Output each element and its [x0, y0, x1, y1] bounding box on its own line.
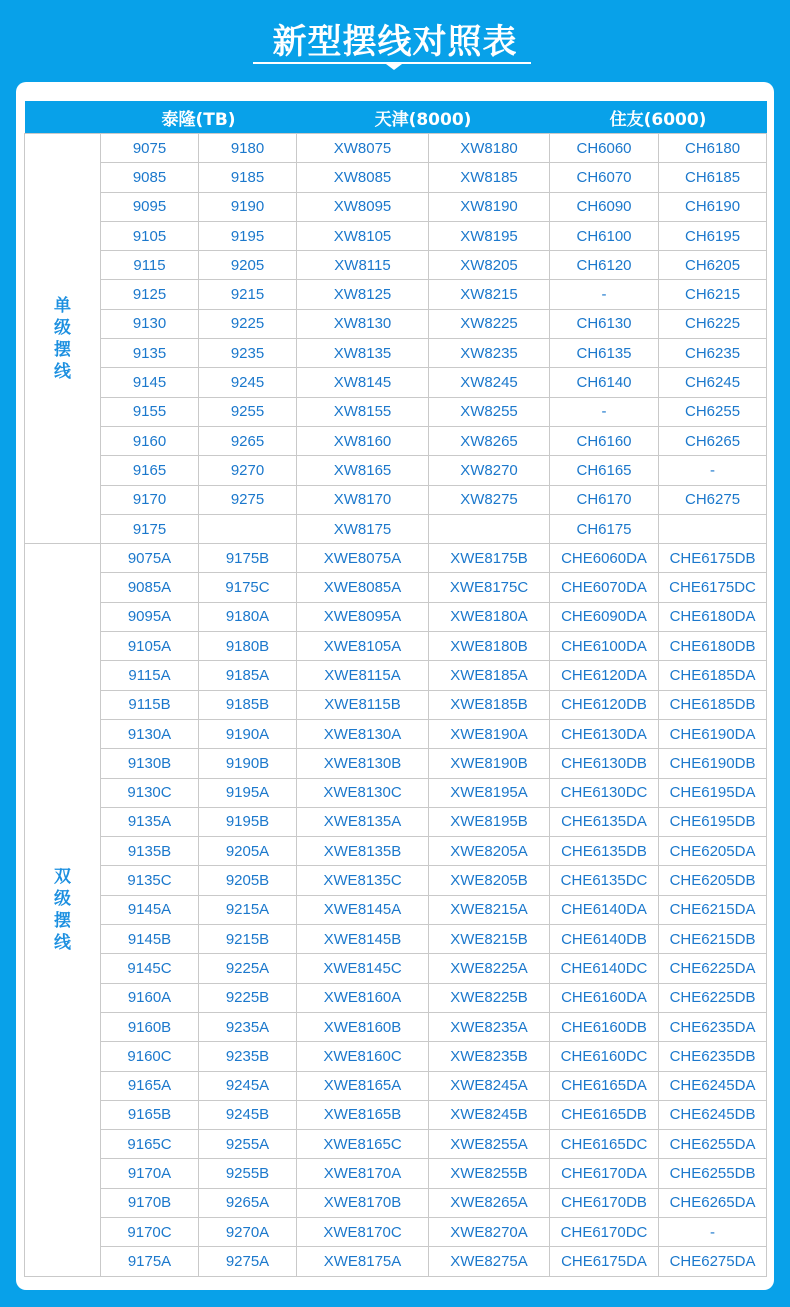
table-cell: CHE6235DB	[659, 1042, 767, 1071]
table-row	[25, 397, 767, 426]
table-row	[25, 866, 767, 895]
table-cell: 9180A	[199, 602, 297, 631]
table-cell: XWE8235B	[429, 1042, 550, 1071]
table-cell: CHE6245DA	[659, 1071, 767, 1100]
table-cell: XW8165	[297, 456, 429, 485]
table-cell: 9175C	[199, 573, 297, 602]
table-cell: -	[659, 1217, 767, 1246]
table-cell: CHE6205DB	[659, 866, 767, 895]
table-cell: XW8095	[297, 192, 429, 221]
table-row	[25, 544, 767, 573]
table-cell: CHE6135DC	[550, 866, 659, 895]
table-row	[25, 895, 767, 924]
table-cell: XW8125	[297, 280, 429, 309]
table-cell: CHE6215DB	[659, 925, 767, 954]
table-row	[25, 309, 767, 338]
table-cell: 9235B	[199, 1042, 297, 1071]
table-row	[25, 426, 767, 455]
table-cell: CHE6275DA	[659, 1247, 767, 1276]
table-cell: XWE8185B	[429, 690, 550, 719]
table-cell: 9235A	[199, 1012, 297, 1041]
table-cell: CH6275	[659, 485, 767, 514]
table-row	[25, 163, 767, 192]
table-cell: XWE8160A	[297, 983, 429, 1012]
table-row	[25, 456, 767, 485]
table-cell: CHE6225DB	[659, 983, 767, 1012]
table-cell: CHE6245DB	[659, 1100, 767, 1129]
table-cell: XWE8160C	[297, 1042, 429, 1071]
table-cell: 9215	[199, 280, 297, 309]
table-cell: CHE6120DB	[550, 690, 659, 719]
table-cell: CH6170	[550, 485, 659, 514]
table-cell: CH6130	[550, 309, 659, 338]
table-cell: 9115	[101, 251, 199, 280]
table-cell: XWE8195B	[429, 807, 550, 836]
table-cell: CHE6090DA	[550, 602, 659, 631]
table-cell: CH6070	[550, 163, 659, 192]
table-cell: XW8265	[429, 426, 550, 455]
table-cell: XWE8225A	[429, 954, 550, 983]
table-cell: CHE6235DA	[659, 1012, 767, 1041]
table-cell: 9115B	[101, 690, 199, 719]
table-row	[25, 632, 767, 661]
table-cell: CHE6175DC	[659, 573, 767, 602]
table-cell: 9165C	[101, 1130, 199, 1159]
table-cell: 9215A	[199, 895, 297, 924]
table-cell: XWE8190A	[429, 719, 550, 748]
table-cell: XW8205	[429, 251, 550, 280]
table-cell: CHE6180DA	[659, 602, 767, 631]
table-cell: 9135A	[101, 807, 199, 836]
table-cell: XWE8245A	[429, 1071, 550, 1100]
table-cell: XW8245	[429, 368, 550, 397]
table-cell	[659, 514, 767, 543]
table-cell: XWE8170C	[297, 1217, 429, 1246]
table-cell: XWE8145B	[297, 925, 429, 954]
table-row	[25, 251, 767, 280]
table-cell: 9195B	[199, 807, 297, 836]
table-cell: XWE8130C	[297, 778, 429, 807]
table-cell: CHE6170DB	[550, 1188, 659, 1217]
table-row	[25, 837, 767, 866]
table-cell: CHE6160DC	[550, 1042, 659, 1071]
table-row	[25, 339, 767, 368]
table-cell: CH6100	[550, 221, 659, 250]
table-cell: XW8115	[297, 251, 429, 280]
table-cell: XW8170	[297, 485, 429, 514]
table-cell: XW8195	[429, 221, 550, 250]
table-cell: 9135C	[101, 866, 199, 895]
table-cell: XWE8245B	[429, 1100, 550, 1129]
table-cell: XW8235	[429, 339, 550, 368]
table-cell: 9130C	[101, 778, 199, 807]
table-cell: XWE8135A	[297, 807, 429, 836]
group-label: 单级摆线	[54, 295, 71, 382]
table-row	[25, 983, 767, 1012]
table-cell: XWE8255A	[429, 1130, 550, 1159]
table-cell: CH6265	[659, 426, 767, 455]
group-label: 双级摆线	[54, 866, 71, 953]
table-row	[25, 1130, 767, 1159]
table-cell: XW8105	[297, 221, 429, 250]
table-cell: XW8180	[429, 134, 550, 163]
table-row	[25, 1012, 767, 1041]
table-cell: 9185A	[199, 661, 297, 690]
table-cell: 9175	[101, 514, 199, 543]
table-cell: 9270	[199, 456, 297, 485]
table-row	[25, 1100, 767, 1129]
table-cell: 9175A	[101, 1247, 199, 1276]
table-cell: XWE8235A	[429, 1012, 550, 1041]
table-cell: CHE6140DC	[550, 954, 659, 983]
table-cell: CHE6100DA	[550, 632, 659, 661]
table-cell: XWE8075A	[297, 544, 429, 573]
table-cell: CHE6265DA	[659, 1188, 767, 1217]
table-cell: XW8185	[429, 163, 550, 192]
table-cell: 9170B	[101, 1188, 199, 1217]
table-row	[25, 368, 767, 397]
table-cell: 9205B	[199, 866, 297, 895]
table-cell: 9145	[101, 368, 199, 397]
table-cell: XWE8215A	[429, 895, 550, 924]
table-cell: CHE6140DA	[550, 895, 659, 924]
table-row	[25, 1217, 767, 1246]
table-cell: XW8145	[297, 368, 429, 397]
table-cell: 9165	[101, 456, 199, 485]
table-cell: CHE6255DA	[659, 1130, 767, 1159]
table-cell: 9180B	[199, 632, 297, 661]
group-label-cell	[25, 544, 101, 1276]
table-cell: CH6195	[659, 221, 767, 250]
table-row	[25, 719, 767, 748]
table-cell: 9130A	[101, 719, 199, 748]
table-cell: 9105	[101, 221, 199, 250]
table-cell: 9115A	[101, 661, 199, 690]
table-cell: CHE6195DA	[659, 778, 767, 807]
table-cell: CH6120	[550, 251, 659, 280]
table-row	[25, 1159, 767, 1188]
table-row	[25, 661, 767, 690]
table-cell: CH6175	[550, 514, 659, 543]
table-cell: XWE8175C	[429, 573, 550, 602]
table-cell: XWE8115A	[297, 661, 429, 690]
table-row	[25, 954, 767, 983]
table-cell: 9160A	[101, 983, 199, 1012]
table-cell: 9095A	[101, 602, 199, 631]
table-cell: 9145C	[101, 954, 199, 983]
table-cell: 9265A	[199, 1188, 297, 1217]
header-group	[25, 101, 101, 134]
table-cell: CHE6185DB	[659, 690, 767, 719]
table-cell: CHE6130DA	[550, 719, 659, 748]
table-cell: CHE6130DC	[550, 778, 659, 807]
table-cell: 9225B	[199, 983, 297, 1012]
table-row	[25, 807, 767, 836]
table-cell: XWE8255B	[429, 1159, 550, 1188]
table-row	[25, 573, 767, 602]
table-cell: CHE6165DA	[550, 1071, 659, 1100]
table-cell: CHE6255DB	[659, 1159, 767, 1188]
table-cell: 9095	[101, 192, 199, 221]
table-cell: 9185B	[199, 690, 297, 719]
table-cell: 9190B	[199, 749, 297, 778]
table-cell: XWE8270A	[429, 1217, 550, 1246]
title-arrow-icon	[386, 64, 402, 70]
table-cell: CHE6160DA	[550, 983, 659, 1012]
table-cell: CHE6205DA	[659, 837, 767, 866]
header-tb: 泰隆(TB)	[101, 101, 297, 134]
table-row	[25, 192, 767, 221]
table-cell: 9170A	[101, 1159, 199, 1188]
table-cell: XW8075	[297, 134, 429, 163]
table-cell: 9190	[199, 192, 297, 221]
table-cell: XWE8145C	[297, 954, 429, 983]
table-cell: -	[550, 397, 659, 426]
table-cell: 9155	[101, 397, 199, 426]
table-cell: XW8255	[429, 397, 550, 426]
table-cell: 9270A	[199, 1217, 297, 1246]
table-row	[25, 602, 767, 631]
table-cell: CHE6190DA	[659, 719, 767, 748]
table-cell: XW8190	[429, 192, 550, 221]
table-cell: 9125	[101, 280, 199, 309]
table-cell: 9130B	[101, 749, 199, 778]
table-cell: XW8275	[429, 485, 550, 514]
table-cell	[199, 514, 297, 543]
table-cell: CHE6180DB	[659, 632, 767, 661]
table-row	[25, 1071, 767, 1100]
table-cell: 9085A	[101, 573, 199, 602]
table-cell: CH6140	[550, 368, 659, 397]
table-row	[25, 925, 767, 954]
table-cell: 9275A	[199, 1247, 297, 1276]
table-cell: 9190A	[199, 719, 297, 748]
table-cell: CHE6060DA	[550, 544, 659, 573]
table-cell: 9175B	[199, 544, 297, 573]
table-cell: CH6135	[550, 339, 659, 368]
table-cell: CHE6175DB	[659, 544, 767, 573]
table-cell: 9245A	[199, 1071, 297, 1100]
table-cell: XWE8205B	[429, 866, 550, 895]
table-row	[25, 280, 767, 309]
table-cell: CH6255	[659, 397, 767, 426]
table-cell: XWE8185A	[429, 661, 550, 690]
table-cell: 9255	[199, 397, 297, 426]
table-cell: 9160B	[101, 1012, 199, 1041]
table-cell: 9215B	[199, 925, 297, 954]
table-cell: 9235	[199, 339, 297, 368]
table-cell: 9105A	[101, 632, 199, 661]
table-cell: CHE6135DA	[550, 807, 659, 836]
table-cell: XWE8170A	[297, 1159, 429, 1188]
table-cell: XWE8180B	[429, 632, 550, 661]
table-cell: 9160C	[101, 1042, 199, 1071]
table-cell: 9135	[101, 339, 199, 368]
table-cell: CHE6135DB	[550, 837, 659, 866]
table-cell: 9195A	[199, 778, 297, 807]
table-cell: XW8130	[297, 309, 429, 338]
table-cell: 9165B	[101, 1100, 199, 1129]
table-cell: XWE8275A	[429, 1247, 550, 1276]
table-cell: XW8135	[297, 339, 429, 368]
table-cell: XWE8115B	[297, 690, 429, 719]
table-cell: XW8160	[297, 426, 429, 455]
table-cell: 9225A	[199, 954, 297, 983]
table-cell: 9180	[199, 134, 297, 163]
header-sumitomo: 住友(6000)	[550, 101, 767, 134]
table-cell: 9160	[101, 426, 199, 455]
table-row	[25, 778, 767, 807]
table-cell: XWE8195A	[429, 778, 550, 807]
table-cell: CHE6225DA	[659, 954, 767, 983]
header-tianjin: 天津(8000)	[297, 101, 550, 134]
table-cell: CHE6160DB	[550, 1012, 659, 1041]
table-row	[25, 749, 767, 778]
table-cell: CHE6195DB	[659, 807, 767, 836]
table-cell: CHE6190DB	[659, 749, 767, 778]
table-cell: -	[550, 280, 659, 309]
table-cell: 9225	[199, 309, 297, 338]
table-cell: XWE8225B	[429, 983, 550, 1012]
group-label-cell	[25, 134, 101, 544]
table-cell: XW8225	[429, 309, 550, 338]
table-cell: XWE8135C	[297, 866, 429, 895]
table-cell	[429, 514, 550, 543]
table-row	[25, 1188, 767, 1217]
table-cell: 9170C	[101, 1217, 199, 1246]
table-cell: CH6165	[550, 456, 659, 485]
table-cell: 9245B	[199, 1100, 297, 1129]
table-cell: -	[659, 456, 767, 485]
table-cell: XWE8085A	[297, 573, 429, 602]
table-row	[25, 485, 767, 514]
table-cell: XW8175	[297, 514, 429, 543]
table-cell: CHE6170DA	[550, 1159, 659, 1188]
table-cell: 9145B	[101, 925, 199, 954]
table-row	[25, 1042, 767, 1071]
table-cell: CHE6120DA	[550, 661, 659, 690]
table-cell: XWE8180A	[429, 602, 550, 631]
table-cell: 9245	[199, 368, 297, 397]
table-cell: CHE6175DA	[550, 1247, 659, 1276]
table-cell: XWE8105A	[297, 632, 429, 661]
table-cell: 9075A	[101, 544, 199, 573]
table-cell: CHE6165DB	[550, 1100, 659, 1129]
table-cell: XW8155	[297, 397, 429, 426]
table-cell: CHE6215DA	[659, 895, 767, 924]
table-cell: 9085	[101, 163, 199, 192]
table-cell: XWE8165A	[297, 1071, 429, 1100]
table-cell: 9075	[101, 134, 199, 163]
table-cell: CHE6140DB	[550, 925, 659, 954]
table-cell: XWE8190B	[429, 749, 550, 778]
table-cell: CHE6170DC	[550, 1217, 659, 1246]
table-cell: XWE8135B	[297, 837, 429, 866]
table-cell: CH6225	[659, 309, 767, 338]
table-cell: XWE8175A	[297, 1247, 429, 1276]
table-row	[25, 690, 767, 719]
table-cell: 9265	[199, 426, 297, 455]
table-cell: XWE8130A	[297, 719, 429, 748]
table-cell: CH6090	[550, 192, 659, 221]
table-cell: 9130	[101, 309, 199, 338]
table-cell: 9195	[199, 221, 297, 250]
table-cell: 9165A	[101, 1071, 199, 1100]
table-cell: XWE8165C	[297, 1130, 429, 1159]
table-row	[25, 1247, 767, 1276]
table-row	[25, 221, 767, 250]
table-cell: XWE8175B	[429, 544, 550, 573]
table-cell: CH6060	[550, 134, 659, 163]
table-row	[25, 134, 767, 163]
table-cell: 9255B	[199, 1159, 297, 1188]
table-cell: CHE6165DC	[550, 1130, 659, 1159]
table-cell: CH6185	[659, 163, 767, 192]
table-cell: XWE8215B	[429, 925, 550, 954]
table-cell: 9145A	[101, 895, 199, 924]
table-cell: XW8215	[429, 280, 550, 309]
table-cell: XWE8145A	[297, 895, 429, 924]
page-title: 新型摆线对照表	[272, 22, 518, 62]
table-cell: 9135B	[101, 837, 199, 866]
table-cell: CH6215	[659, 280, 767, 309]
table-cell: XWE8165B	[297, 1100, 429, 1129]
table-row	[25, 514, 767, 543]
table-cell: 9255A	[199, 1130, 297, 1159]
table-cell: XWE8160B	[297, 1012, 429, 1041]
table-cell: CH6235	[659, 339, 767, 368]
table-header-row	[25, 101, 767, 134]
table-cell: XW8085	[297, 163, 429, 192]
table-cell: 9205A	[199, 837, 297, 866]
table-cell: CH6245	[659, 368, 767, 397]
table-cell: XW8270	[429, 456, 550, 485]
table-cell: XWE8130B	[297, 749, 429, 778]
table-cell: XWE8095A	[297, 602, 429, 631]
table-cell: CH6205	[659, 251, 767, 280]
table-cell: 9275	[199, 485, 297, 514]
table-cell: XWE8205A	[429, 837, 550, 866]
table-cell: XWE8265A	[429, 1188, 550, 1217]
table-cell: CHE6070DA	[550, 573, 659, 602]
table-cell: 9170	[101, 485, 199, 514]
table-cell: CH6180	[659, 134, 767, 163]
comparison-table	[24, 101, 767, 1277]
table-cell: CH6190	[659, 192, 767, 221]
table-cell: XWE8170B	[297, 1188, 429, 1217]
table-cell: CH6160	[550, 426, 659, 455]
table-cell: CHE6185DA	[659, 661, 767, 690]
table-cell: 9185	[199, 163, 297, 192]
table-cell: 9205	[199, 251, 297, 280]
table-cell: CHE6130DB	[550, 749, 659, 778]
